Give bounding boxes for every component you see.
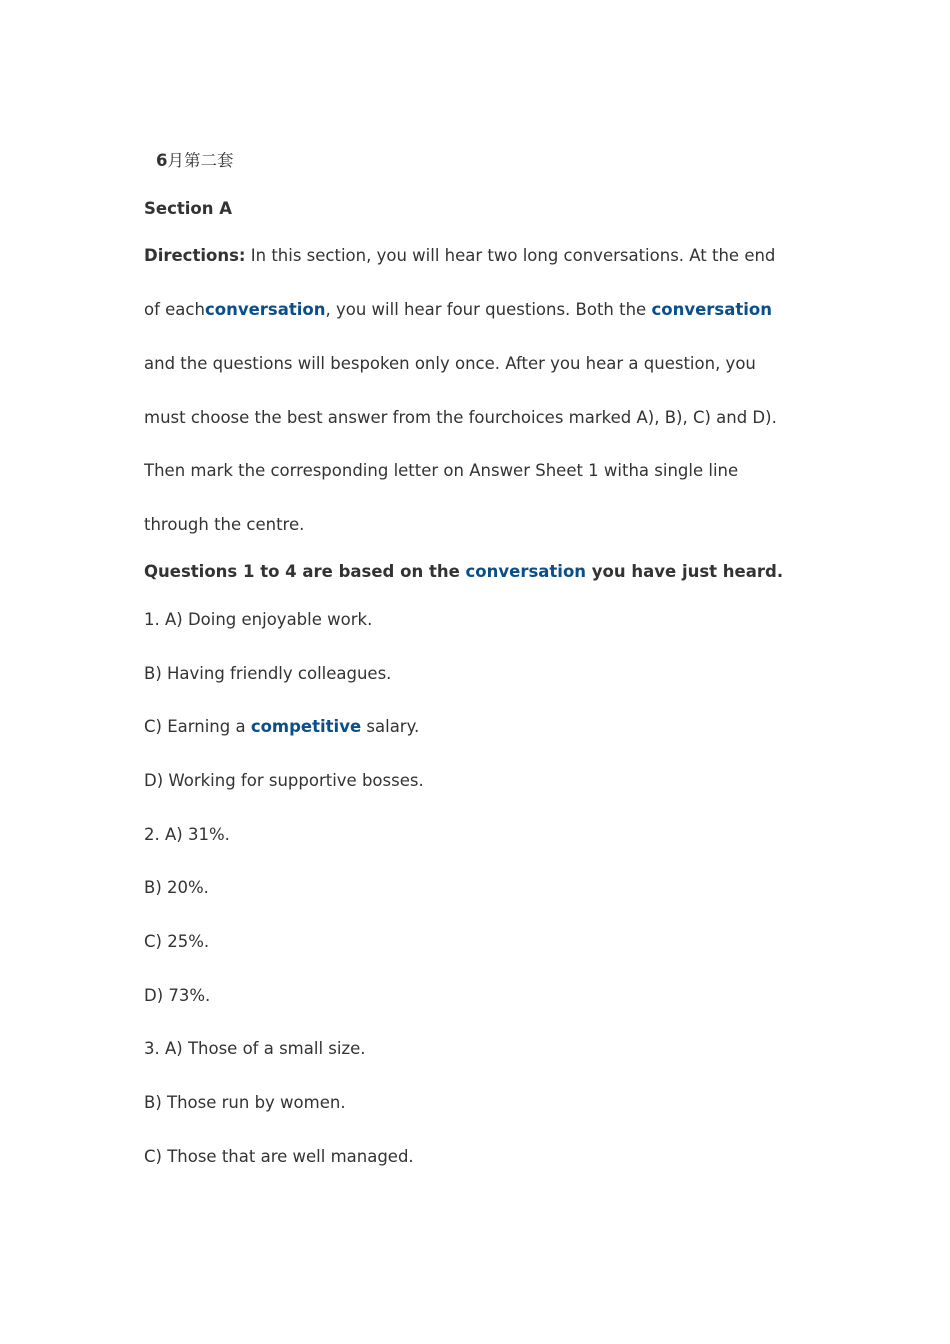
q1-option-d: D) Working for supportive bosses. xyxy=(144,771,424,790)
q2-option-a: 2. A) 31%. xyxy=(144,825,230,844)
keyword-link[interactable]: conversation xyxy=(465,562,587,581)
option-text: C) Earning a xyxy=(144,717,251,736)
directions-label: Directions: xyxy=(144,246,246,265)
directions-line-5: Then mark the corresponding letter on Answer Sheet 1 witha single line xyxy=(144,461,739,480)
directions-text: In this section, you will hear two long conversations. At the end xyxy=(245,246,776,265)
q2-option-b: B) 20%. xyxy=(144,878,209,897)
keyword-link[interactable]: conversation xyxy=(204,300,326,319)
title-text: 月第二套 xyxy=(167,151,234,170)
questions-heading-text: you have just heard. xyxy=(586,562,784,581)
q2-option-c: C) 25%. xyxy=(144,932,210,951)
q2-option-d: D) 73%. xyxy=(144,986,211,1005)
questions-heading-text: Questions 1 to 4 are based on the xyxy=(144,562,466,581)
directions-text: of each xyxy=(144,300,205,319)
keyword-link[interactable]: conversation xyxy=(651,300,772,319)
directions-line-6: through the centre. xyxy=(144,515,305,534)
q3-option-a: 3. A) Those of a small size. xyxy=(144,1039,366,1058)
page-title xyxy=(156,151,233,171)
section-heading: Section A xyxy=(144,199,232,218)
q1-option-a: 1. A) Doing enjoyable work. xyxy=(144,610,373,629)
q3-option-b: B) Those run by women. xyxy=(144,1093,346,1112)
directions-line-3: and the questions will bespoken only once. After you hear a question, you xyxy=(144,354,756,373)
option-text: salary. xyxy=(361,717,420,736)
q3-option-c: C) Those that are well managed. xyxy=(144,1147,414,1166)
q1-option-c xyxy=(144,717,419,737)
keyword-link[interactable]: competitive xyxy=(250,717,362,736)
directions-line-4: must choose the best answer from the fourchoices marked A), B), C) and D). xyxy=(144,408,777,427)
directions-text: , you will hear four questions. Both the xyxy=(325,300,652,319)
directions-line-2 xyxy=(144,300,772,320)
questions-heading xyxy=(144,562,783,582)
q1-option-b: B) Having friendly colleagues. xyxy=(144,664,392,683)
directions-line-1 xyxy=(144,246,775,266)
title-number: 6 xyxy=(156,151,168,170)
